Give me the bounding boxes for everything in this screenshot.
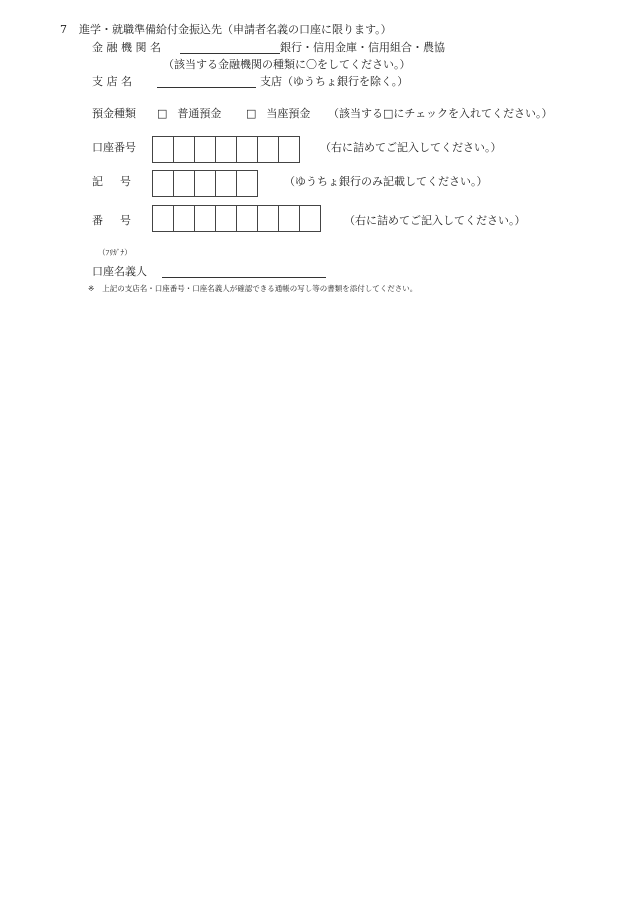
- digit-box[interactable]: [194, 170, 216, 197]
- bank-name-field[interactable]: [180, 53, 280, 54]
- digit-box[interactable]: [257, 205, 279, 232]
- deposit-type-label: 預金種類: [92, 107, 136, 120]
- digit-box[interactable]: [173, 136, 195, 163]
- ordinary-label: 普通預金: [177, 107, 222, 120]
- kigou-note: （ゆうちょ銀行のみ記載してください。）: [284, 175, 488, 188]
- digit-box[interactable]: [194, 136, 216, 163]
- digit-box[interactable]: [278, 136, 300, 163]
- kigou-label: 記 号: [92, 175, 134, 188]
- deposit-option-checking[interactable]: [246, 108, 310, 119]
- account-holder-field[interactable]: [162, 277, 326, 278]
- account-number-boxes[interactable]: [152, 136, 299, 163]
- bango-boxes[interactable]: [152, 205, 320, 232]
- digit-box[interactable]: [152, 170, 174, 197]
- account-number-note: （右に詰めてご記入してください。）: [320, 141, 502, 154]
- footnote: [88, 285, 417, 293]
- digit-box[interactable]: [173, 205, 195, 232]
- section-title: 進学・就職準備給付金振込先（申請者名義の口座に限ります。）: [79, 23, 392, 36]
- digit-box[interactable]: [278, 205, 300, 232]
- deposit-type-note: （該当する□にチェックを入れてください。）: [328, 107, 553, 120]
- account-number-label: 口座番号: [92, 141, 136, 154]
- digit-box[interactable]: [215, 136, 237, 163]
- branch-name-label: 支 店 名: [92, 75, 132, 88]
- bank-type-note: （該当する金融機関の種類に〇をしてください。）: [163, 58, 411, 71]
- digit-box[interactable]: [215, 205, 237, 232]
- ordinary-checkbox[interactable]: □: [157, 107, 168, 120]
- furigana-label: （ﾌﾘｶﾞﾅ）: [98, 248, 132, 257]
- section-number: 7: [60, 23, 67, 36]
- bank-types-text: 銀行・信用金庫・信用組合・農協: [280, 41, 445, 54]
- digit-box[interactable]: [236, 205, 258, 232]
- digit-box[interactable]: [194, 205, 216, 232]
- checking-checkbox[interactable]: □: [246, 107, 257, 120]
- digit-box[interactable]: [152, 205, 174, 232]
- digit-box[interactable]: [152, 136, 174, 163]
- digit-box[interactable]: [236, 136, 258, 163]
- digit-box[interactable]: [299, 205, 321, 232]
- checking-label: 当座預金: [266, 107, 311, 120]
- kigou-boxes[interactable]: [152, 170, 257, 197]
- branch-suffix-text: 支店（ゆうちょ銀行を除く。）: [260, 75, 409, 88]
- branch-name-field[interactable]: [157, 87, 256, 88]
- digit-box[interactable]: [215, 170, 237, 197]
- account-holder-label: 口座名義人: [92, 265, 147, 278]
- section-heading: [60, 24, 392, 35]
- digit-box[interactable]: [236, 170, 258, 197]
- footnote-mark: ※: [88, 284, 95, 293]
- digit-box[interactable]: [257, 136, 279, 163]
- deposit-option-ordinary[interactable]: [157, 108, 221, 119]
- bango-label: 番 号: [92, 214, 134, 227]
- bank-name-label: 金 融 機 関 名: [92, 41, 161, 54]
- bango-note: （右に詰めてご記入してください。）: [344, 214, 526, 227]
- footnote-text: 上記の支店名・口座番号・口座名義人が確認できる通帳の写し等の書類を添付してください。: [102, 284, 418, 293]
- digit-box[interactable]: [173, 170, 195, 197]
